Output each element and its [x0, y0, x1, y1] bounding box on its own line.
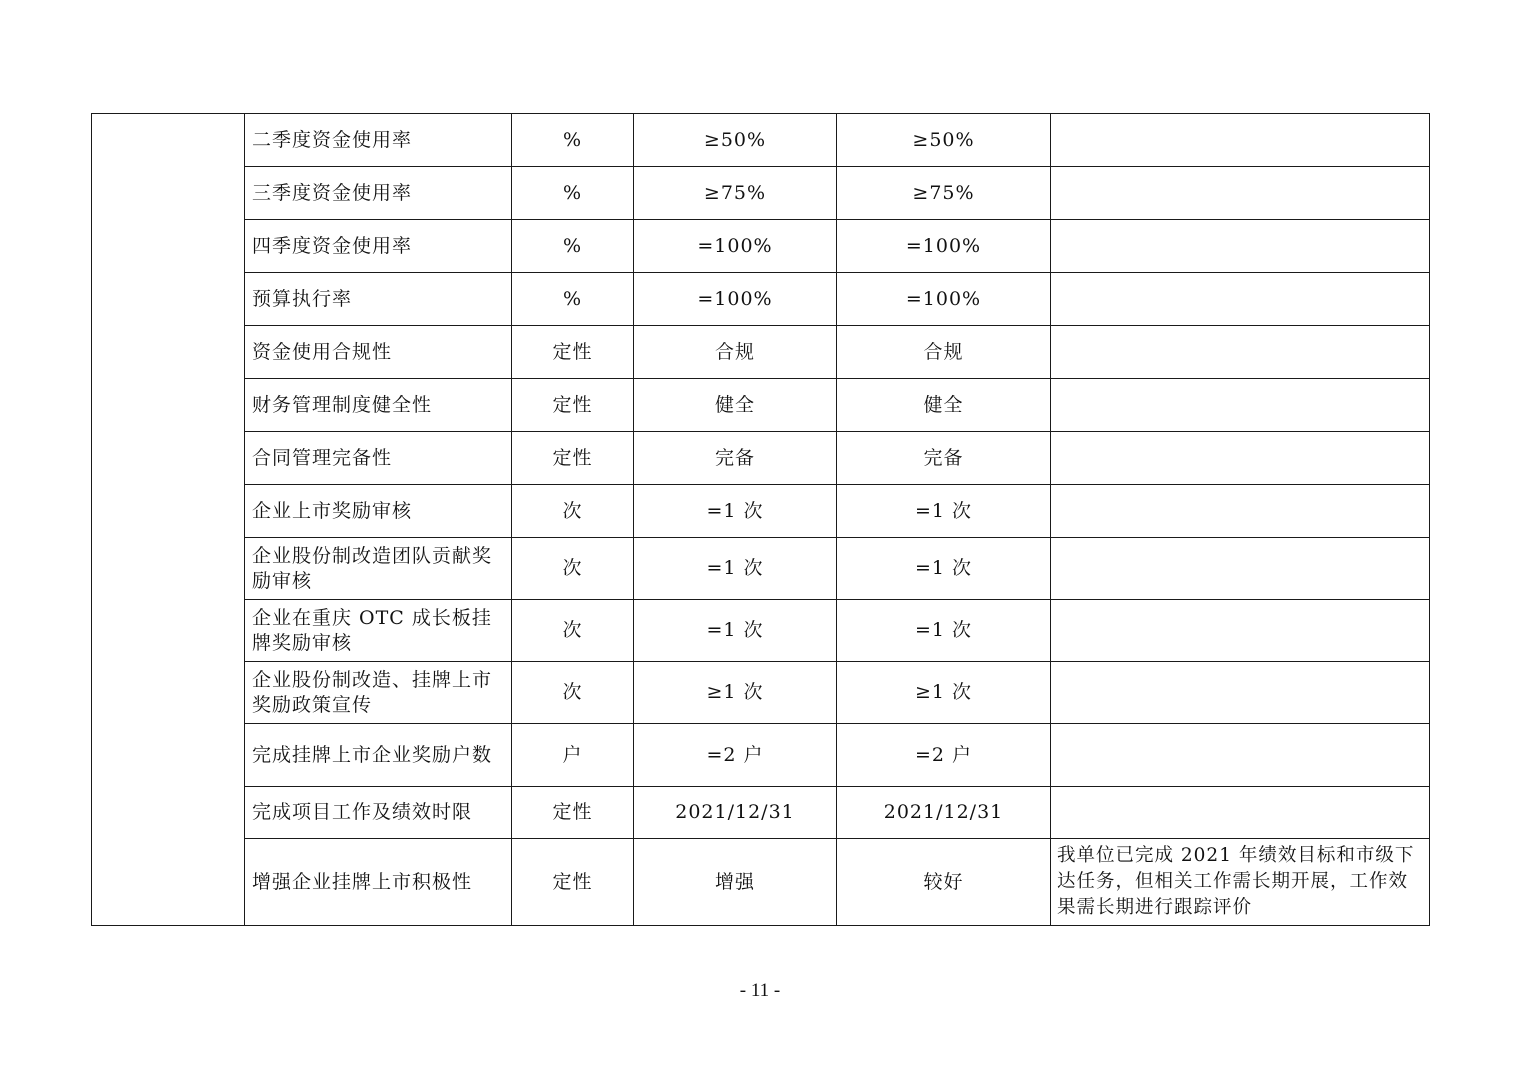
table-row — [92, 787, 1430, 839]
indicator-cell: 四季度资金使用率 — [245, 220, 512, 273]
note-cell — [1051, 379, 1430, 432]
unit-cell: 定性 — [512, 787, 634, 839]
target-cell: =2 户 — [634, 724, 837, 787]
target-cell: =1 次 — [634, 600, 837, 662]
target-cell: =100% — [634, 220, 837, 273]
actual-cell: =1 次 — [837, 538, 1051, 600]
unit-cell: 次 — [512, 485, 634, 538]
note-cell — [1051, 432, 1430, 485]
page-number: - 11 - — [739, 980, 781, 1001]
unit-cell: 次 — [512, 662, 634, 724]
target-cell: 完备 — [634, 432, 837, 485]
table-row — [92, 662, 1430, 724]
indicator-cell: 二季度资金使用率 — [245, 114, 512, 167]
unit-cell: % — [512, 273, 634, 326]
table-row — [92, 273, 1430, 326]
performance-indicator-table — [91, 113, 1430, 926]
actual-cell: 较好 — [837, 839, 1051, 926]
actual-cell: ≥50% — [837, 114, 1051, 167]
note-cell — [1051, 724, 1430, 787]
actual-cell: =100% — [837, 273, 1051, 326]
unit-cell: 定性 — [512, 839, 634, 926]
unit-cell: % — [512, 220, 634, 273]
target-cell: 合规 — [634, 326, 837, 379]
indicator-cell: 增强企业挂牌上市积极性 — [245, 839, 512, 926]
target-cell: =1 次 — [634, 538, 837, 600]
indicator-cell: 预算执行率 — [245, 273, 512, 326]
actual-cell: =100% — [837, 220, 1051, 273]
unit-cell: % — [512, 114, 634, 167]
unit-cell: 定性 — [512, 432, 634, 485]
note-cell — [1051, 167, 1430, 220]
indicator-cell: 合同管理完备性 — [245, 432, 512, 485]
note-cell — [1051, 326, 1430, 379]
target-cell: =1 次 — [634, 485, 837, 538]
actual-cell: 2021/12/31 — [837, 787, 1051, 839]
actual-cell: ≥1 次 — [837, 662, 1051, 724]
unit-cell: 定性 — [512, 326, 634, 379]
table-row — [92, 114, 1430, 167]
target-cell: 健全 — [634, 379, 837, 432]
indicator-cell: 完成项目工作及绩效时限 — [245, 787, 512, 839]
actual-cell: =2 户 — [837, 724, 1051, 787]
note-cell — [1051, 220, 1430, 273]
note-cell — [1051, 538, 1430, 600]
note-cell — [1051, 485, 1430, 538]
table-row — [92, 839, 1430, 926]
target-cell: 增强 — [634, 839, 837, 926]
indicator-cell: 企业股份制改造团队贡献奖励审核 — [245, 538, 512, 600]
actual-cell: =1 次 — [837, 600, 1051, 662]
table-row — [92, 485, 1430, 538]
unit-cell: % — [512, 167, 634, 220]
note-cell — [1051, 273, 1430, 326]
actual-cell: 合规 — [837, 326, 1051, 379]
indicator-cell: 资金使用合规性 — [245, 326, 512, 379]
unit-cell: 次 — [512, 538, 634, 600]
target-cell: ≥75% — [634, 167, 837, 220]
table-row — [92, 600, 1430, 662]
indicator-cell: 完成挂牌上市企业奖励户数 — [245, 724, 512, 787]
note-cell — [1051, 114, 1430, 167]
category-cell — [92, 114, 245, 926]
indicator-cell: 三季度资金使用率 — [245, 167, 512, 220]
target-cell: ≥50% — [634, 114, 837, 167]
table-row — [92, 220, 1430, 273]
note-cell — [1051, 662, 1430, 724]
actual-cell: ≥75% — [837, 167, 1051, 220]
indicator-cell: 企业股份制改造、挂牌上市奖励政策宣传 — [245, 662, 512, 724]
indicator-cell: 企业在重庆 OTC 成长板挂牌奖励审核 — [245, 600, 512, 662]
target-cell: =100% — [634, 273, 837, 326]
actual-cell: 健全 — [837, 379, 1051, 432]
unit-cell: 户 — [512, 724, 634, 787]
table-row — [92, 167, 1430, 220]
target-cell: ≥1 次 — [634, 662, 837, 724]
indicator-cell: 财务管理制度健全性 — [245, 379, 512, 432]
note-cell — [1051, 600, 1430, 662]
indicator-cell: 企业上市奖励审核 — [245, 485, 512, 538]
actual-cell: =1 次 — [837, 485, 1051, 538]
table-row — [92, 432, 1430, 485]
target-cell: 2021/12/31 — [634, 787, 837, 839]
note-cell — [1051, 787, 1430, 839]
table-row — [92, 326, 1430, 379]
unit-cell: 定性 — [512, 379, 634, 432]
unit-cell: 次 — [512, 600, 634, 662]
table-row — [92, 379, 1430, 432]
actual-cell: 完备 — [837, 432, 1051, 485]
table-row — [92, 724, 1430, 787]
table-row — [92, 538, 1430, 600]
note-cell: 我单位已完成 2021 年绩效目标和市级下达任务，但相关工作需长期开展，工作效果需长期进行跟踪评价 — [1051, 839, 1430, 926]
